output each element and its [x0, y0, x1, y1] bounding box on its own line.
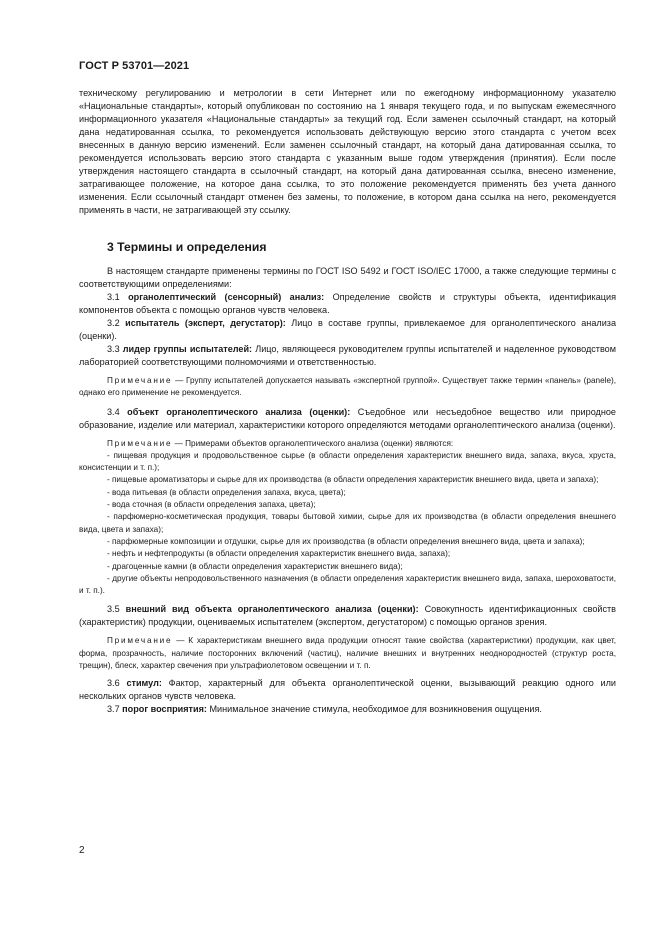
document-header: ГОСТ Р 53701—2021	[79, 60, 190, 72]
note-2-item: - вода питьевая (в области определения запаха, вкуса, цвета);	[107, 487, 346, 497]
section-intro: В настоящем стандарте применены термины по ГОСТ ISO 5492 и ГОСТ ISO/IEC 17000, а также следующие термины с соответствующими определениями:	[79, 266, 616, 289]
note-2-item: - парфюмерно-косметическая продукция, товары бытовой химии, сырье для их производства (в области определения внешнего вида, цвета и запаха);	[79, 512, 616, 534]
term-name: порог восприятия:	[122, 704, 207, 715]
term-3-6: 3.6 стимул: Фактор, характерный для объекта органолептической оценки, вызывающий реакцию одного или нескольких органов чувств человека.	[79, 678, 617, 702]
term-definition: Лицо, являющееся руководителем группы испытателей и наделенное руководством лабораторией соответствующими полномочиями и ответственностью.	[79, 344, 616, 367]
note-2-item: - другие объекты непродовольственного назначения (в области определения характеристик внешнего вида, запаха, шероховатости, и т. п.).	[79, 573, 616, 596]
term-definition: Определение свойств и структуры объекта, идентификация компонентов объекта с помощью органов чувств человека.	[79, 292, 617, 315]
term-3-1: 3.1 органолептический (сенсорный) анализ: Определение свойств и структуры объекта, идентификация компонентов объекта с помощью органов чувств человека.	[79, 292, 617, 315]
note-3: Примечание — К характеристикам внешнего вида продукции относят такие свойства (характеристики) продукции, как цвет, форма, прозрачность, наличие посторонних включений (частиц), наличие внешних и внутренних неоднородностей (структур роста, трещин), блеск, характер свечения при ультрафиолетовом освещении и т. п.	[79, 636, 616, 671]
term-name: объект органолептического анализа (оценки):	[127, 406, 351, 417]
note-2-item: - вода сточная (в области определения запаха, цвета);	[107, 500, 316, 510]
note-2-item: - пищевая продукция и продовольственное сырье (в области определения характеристик внешнего вида, запаха, вкуса, хруста, консистенции и т. п.);	[79, 450, 616, 473]
term-definition: Фактор, характерный для объекта органолептической оценки, вызывающий реакцию одного или нескольких органов чувств человека.	[79, 678, 617, 702]
page-number: 2	[79, 845, 85, 856]
term-name: испытатель (эксперт, дегустатор):	[125, 318, 286, 328]
term-3-2: 3.2 испытатель (эксперт, дегустатор): Лицо в составе группы, привлекаемое для органолептического анализа (оценки).	[79, 318, 617, 341]
page-content	[79, 87, 616, 716]
term-name: лидер группы испытателей:	[122, 344, 253, 354]
term-definition: Совокупность идентификационных свойств (характеристик) продукции, оцениваемых испытателем (экспертом, дегустатором) с помощью органов зрения.	[79, 604, 617, 628]
term-3-5: 3.5 внешний вид объекта органолептического анализа (оценки): Совокупность идентификационных свойств (характеристик) продукции, оцениваемых испытателем (экспертом, дегустатором) с помощью органов зрения.	[79, 604, 617, 628]
term-name: внешний вид объекта органолептического анализа (оценки):	[125, 604, 419, 615]
intro-paragraph: техническому регулированию и метрологии в сети Интернет или по ежегодному информационному указателю «Национальные стандарты», который опубликован по состоянию на 1 января текущего года, и по выпускам ежемесячного информационного указателя «Национальные стандарты» за текущий год. Если заменен ссылочный стандарт, на который дана недатированная ссылка, то рекомендуется использовать действующую версию этого стандарта с учетом всех внесенных в данную версию изменений. Если заменен ссылочный стандарт, на который дана датированная ссылка, то рекомендуется использовать версию этого стандарта с указанным выше годом утверждения (принятия). Если после утверждения настоящего стандарта в ссылочный стандарт, на который дана датированная ссылка, внесено изменение, затрагивающее положение, на которое дана ссылка, то это положение рекомендуется применять без учета данного изменения. Если ссылочный стандарт отменен без замены, то положение, в котором дана ссылка на него, рекомендуется применять в части, не затрагивающей эту ссылку.	[79, 88, 616, 215]
term-3-4: 3.4 объект органолептического анализа (оценки): Съедобное или несъедобное вещество или природное образование, изделие или материал, характеристики которого определяются методами органолептического анализа (оценки).	[79, 406, 616, 430]
note-label: Примечание	[107, 636, 173, 646]
term-definition: Минимальное значение стимула, необходимое для возникновения ощущения.	[206, 704, 542, 715]
note-1: Примечание — Группу испытателей допускается называть «экспертной группой». Существует также термин «панель» (panele), однако его применение не рекомендуется.	[79, 376, 616, 398]
note-2: Примечание — Примерами объектов органолептического анализа (оценки) являются:	[107, 438, 454, 448]
note-2-item: - парфюмерные композиции и отдушки, сырье для их производства (в области определения внешнего вида, цвета и запаха);	[107, 536, 585, 546]
note-2-item: - драгоценные камни (в области определения характеристик внешнего вида);	[107, 561, 403, 571]
note-2-item: - пищевые ароматизаторы и сырье для их производства (в области определения характеристик внешнего вида, цвета и запаха);	[107, 475, 599, 485]
note-label: Примечание	[107, 438, 173, 448]
note-label: Примечание	[107, 376, 173, 385]
term-3-3: 3.3 лидер группы испытателей: Лицо, являющееся руководителем группы испытателей и наделенное руководством лабораторией соответствующими полномочиями и ответственностью.	[79, 344, 616, 367]
term-name: органолептический (сенсорный) анализ:	[128, 292, 325, 302]
note-2-item: - нефть и нефтепродукты (в области определения характеристик внешнего вида, запаха);	[107, 549, 451, 559]
term-definition: Лицо в составе группы, привлекаемое для органолептического анализа (оценки).	[79, 318, 617, 341]
term-name: стимул:	[126, 678, 162, 689]
term-3-7: 3.7 порог восприятия: Минимальное значение стимула, необходимое для возникновения ощущения.	[107, 704, 542, 715]
term-definition: Съедобное или несъедобное вещество или природное образование, изделие или материал, характеристики которого определяются методами органолептического анализа (оценки).	[79, 406, 616, 430]
section-title: 3 Термины и определения	[107, 240, 267, 254]
